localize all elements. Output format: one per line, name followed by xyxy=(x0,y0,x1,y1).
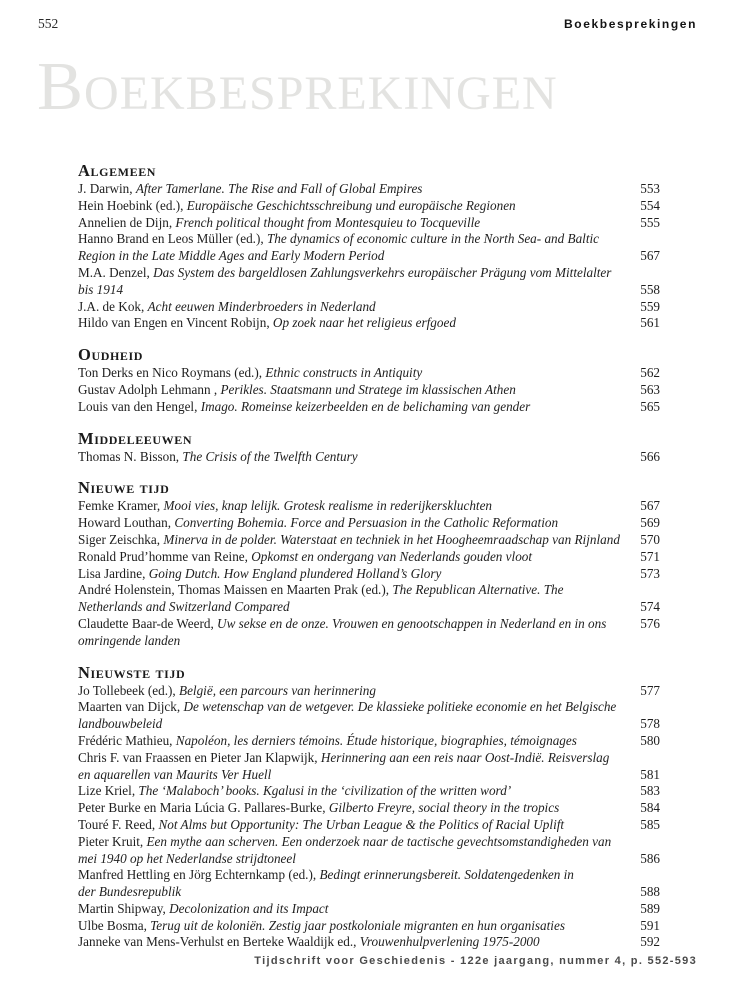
entry-page: 565 xyxy=(636,399,660,416)
entry-title: De wetenschap van de wetgever. De klassieke politieke economie en het Belgische xyxy=(183,699,617,715)
entry-title: België, een parcours van herinnering xyxy=(179,682,376,698)
entry-title: Imago. Romeinse keizerbeelden en de belichaming van gender xyxy=(200,398,531,414)
entry-title: Going Dutch. How England plundered Holland’s Glory xyxy=(148,565,442,581)
entry-page: 584 xyxy=(636,800,660,817)
entry-author: Martin Shipway, xyxy=(78,900,170,916)
toc-line xyxy=(78,498,660,515)
entry-author: Hein Hoebink (ed.), xyxy=(78,197,187,213)
entry-author: Frédéric Mathieu, xyxy=(78,732,176,748)
page-footer xyxy=(254,955,697,967)
entry-title: Mooi vies, knap lelijk. Grotesk realisme in rederijkerskluchten xyxy=(163,498,493,514)
entry-title: French political thought from Montesquieu to Tocqueville xyxy=(175,214,481,230)
entry-author: Ton Derks en Nico Roymans (ed.), xyxy=(78,365,266,381)
toc-line xyxy=(78,901,660,918)
entry-page: 577 xyxy=(636,683,660,700)
entry-title: Herinnering aan een reis naar Oost-Indië. Reisverslag xyxy=(320,749,610,765)
toc-line xyxy=(78,231,660,248)
entry-author: Annelien de Dijn, xyxy=(78,214,176,230)
toc-line xyxy=(78,566,660,583)
entry-page: 570 xyxy=(636,532,660,549)
toc-line xyxy=(78,716,660,733)
toc-section xyxy=(78,429,660,466)
toc-line xyxy=(78,365,660,382)
entry-author: Hanno Brand en Leos Müller (ed.), xyxy=(78,231,267,247)
toc-line xyxy=(78,616,660,633)
entry-title: The Crisis of the Twelfth Century xyxy=(182,448,358,464)
entry-author: J.A. de Kok, xyxy=(78,298,148,314)
entry-title: Vrouwenhulpverlening 1975-2000 xyxy=(359,934,540,950)
toc-line xyxy=(78,750,660,767)
entry-page: 591 xyxy=(636,918,660,935)
toc-line xyxy=(78,582,660,599)
section-lines xyxy=(78,498,660,649)
toc-line xyxy=(78,282,660,299)
running-title: Boekbesprekingen xyxy=(564,17,697,31)
toc-line xyxy=(78,382,660,399)
entry-title: Gilberto Freyre, social theory in the tropics xyxy=(328,800,560,816)
entry-title: Bedingt erinnerungsbereit. Soldatengedenken in xyxy=(319,867,574,883)
toc-line xyxy=(78,549,660,566)
entry-page: 588 xyxy=(636,884,660,901)
entry-title: Region in the Late Middle Ages and Early Modern Period xyxy=(78,248,385,264)
entry-author: J. Darwin, xyxy=(78,181,136,196)
entry-author: Janneke van Mens-Verhulst en Berteke Waaldijk ed., xyxy=(78,934,360,950)
toc-section xyxy=(78,161,660,332)
entry-author: Femke Kramer, xyxy=(78,498,164,514)
section-lines xyxy=(78,449,660,466)
section-heading: Algemeen xyxy=(78,161,157,180)
toc-line xyxy=(78,515,660,532)
toc-line xyxy=(78,532,660,549)
entry-title: omringende landen xyxy=(78,632,181,648)
entry-title: der Bundesrepublik xyxy=(78,884,182,900)
entry-author: Manfred Hettling en Jörg Echternkamp (ed.), xyxy=(78,867,320,883)
entry-page: 567 xyxy=(636,498,660,515)
entry-title: The Republican Alternative. The xyxy=(392,582,564,598)
entry-title: Opkomst en ondergang van Nederlands gouden vloot xyxy=(251,548,533,564)
entry-author: Lize Kriel, xyxy=(78,783,139,799)
section-lines xyxy=(78,365,660,415)
entry-title: en aquarellen van Maurits Ver Huell xyxy=(78,766,272,782)
entry-title: Terug uit de koloniën. Zestig jaar postkoloniale migranten en hun organisaties xyxy=(150,917,565,933)
toc-line xyxy=(78,181,660,198)
entry-title: Napoléon, les derniers témoins. Étude historique, biographies, témoignages xyxy=(175,732,577,748)
entry-title: Ethnic constructs in Antiquity xyxy=(265,365,423,381)
section-heading: Middeleeuwen xyxy=(78,428,193,448)
entry-page: 580 xyxy=(636,733,660,750)
toc-line xyxy=(78,299,660,316)
section-heading: Oudheid xyxy=(78,345,144,365)
toc-line xyxy=(78,851,660,868)
entry-title: Europäische Geschichtsschreibung und europäische Regionen xyxy=(186,197,516,213)
entry-page: 554 xyxy=(636,198,660,215)
page-header xyxy=(38,16,697,34)
entry-title: Op zoek naar het religieus erfgoed xyxy=(272,315,456,331)
entry-title: bis 1914 xyxy=(78,281,124,297)
entry-page: 583 xyxy=(636,783,660,800)
toc-section xyxy=(78,663,660,952)
section-lines xyxy=(78,683,660,952)
section-heading: Nieuwste tijd xyxy=(78,662,186,682)
entry-page: 576 xyxy=(636,616,660,633)
display-title: Boekbesprekingen xyxy=(37,48,558,124)
toc-line xyxy=(78,918,660,935)
entry-page: 553 xyxy=(636,181,660,198)
entry-title: Uw sekse en de onze. Vrouwen en genootschappen in Nederland en in ons xyxy=(217,615,607,631)
entry-author: Peter Burke en Maria Lúcia G. Pallares-Burke, xyxy=(78,800,329,816)
entry-author: Touré F. Reed, xyxy=(78,816,159,832)
toc-section xyxy=(78,478,660,649)
toc-line xyxy=(78,399,660,416)
toc xyxy=(78,161,660,951)
entry-page: 586 xyxy=(636,851,660,868)
toc-line xyxy=(78,265,660,282)
entry-title: Das System des bargeldlosen Zahlungsverkehrs europäischer Prägung vom Mittelalter xyxy=(153,264,612,280)
entry-author: M.A. Denzel, xyxy=(78,264,154,280)
entry-page: 569 xyxy=(636,515,660,532)
entry-page: 561 xyxy=(636,315,660,332)
entry-title: The dynamics of economic culture in the North Sea- and Baltic xyxy=(266,231,600,247)
toc-line xyxy=(78,683,660,700)
toc-line xyxy=(78,934,660,951)
entry-page: 559 xyxy=(636,299,660,316)
footer-text: Tijdschrift voor Geschiedenis - 122e jaargang, nummer 4, p. 552-593 xyxy=(254,955,697,967)
entry-author: Claudette Baar-de Weerd, xyxy=(78,615,218,631)
entry-page: 578 xyxy=(636,716,660,733)
entry-title: Perikles. Staatsmann und Stratege im klassischen Athen xyxy=(220,381,516,397)
folio-page-number: 552 xyxy=(38,16,59,31)
toc-line xyxy=(78,215,660,232)
entry-title: Not Alms but Opportunity: The Urban League & the Politics of Racial Uplift xyxy=(158,816,565,832)
toc-line xyxy=(78,767,660,784)
toc-line xyxy=(78,834,660,851)
entry-page: 566 xyxy=(636,449,660,466)
entry-page: 558 xyxy=(636,282,660,299)
entry-title: Acht eeuwen Minderbroeders in Nederland xyxy=(147,298,376,314)
toc-line xyxy=(78,449,660,466)
toc-line xyxy=(78,884,660,901)
toc-line xyxy=(78,733,660,750)
entry-page: 581 xyxy=(636,767,660,784)
entry-page: 571 xyxy=(636,549,660,566)
toc-line xyxy=(78,633,660,650)
entry-author: Gustav Adolph Lehmann , xyxy=(78,381,221,397)
entry-author: Hildo van Engen en Vincent Robijn, xyxy=(78,315,273,331)
toc-line xyxy=(78,198,660,215)
entry-title: Een mythe aan scherven. Een onderzoek naar de tactische gevechtsomstandigheden van xyxy=(146,833,612,849)
entry-page: 589 xyxy=(636,901,660,918)
entry-author: Howard Louthan, xyxy=(78,515,175,531)
toc-section xyxy=(78,345,660,415)
entry-page: 585 xyxy=(636,817,660,834)
entry-author: Ulbe Bosma, xyxy=(78,917,151,933)
toc-line xyxy=(78,599,660,616)
entry-title: landbouwbeleid xyxy=(78,716,163,732)
toc-line xyxy=(78,817,660,834)
entry-title: Netherlands and Switzerland Compared xyxy=(78,599,290,615)
entry-author: Pieter Kruit, xyxy=(78,833,147,849)
section-lines xyxy=(78,181,660,332)
entry-author: Thomas N. Bisson, xyxy=(78,448,183,464)
toc-line xyxy=(78,783,660,800)
entry-author: Jo Tollebeek (ed.), xyxy=(78,682,180,698)
section-heading: Nieuwe tijd xyxy=(78,478,170,498)
entry-author: Chris F. van Fraassen en Pieter Jan Klapwijk, xyxy=(78,749,321,765)
toc-line xyxy=(78,699,660,716)
entry-page: 555 xyxy=(636,215,660,232)
entry-page: 563 xyxy=(636,382,660,399)
entry-author: Maarten van Dijck, xyxy=(78,699,184,715)
toc-line xyxy=(78,800,660,817)
entry-title: Converting Bohemia. Force and Persuasion in the Catholic Reformation xyxy=(174,515,559,531)
entry-page: 574 xyxy=(636,599,660,616)
entry-title: Minerva in de polder. Waterstaat en techniek in het Hoogheemraadschap van Rijnland xyxy=(163,531,620,547)
entry-page: 592 xyxy=(636,934,660,951)
toc-line xyxy=(78,248,660,265)
entry-page: 573 xyxy=(636,566,660,583)
entry-author: Lisa Jardine, xyxy=(78,565,149,581)
toc-line xyxy=(78,315,660,332)
entry-title: The ‘Malaboch’ books. Kgalusi in the ‘civilization of the written word’ xyxy=(138,783,512,799)
entry-author: André Holenstein, Thomas Maissen en Maarten Prak (ed.), xyxy=(78,582,393,598)
entry-page: 562 xyxy=(636,365,660,382)
entry-author: Louis van den Hengel, xyxy=(78,398,201,414)
entry-page: 567 xyxy=(636,248,660,265)
toc-line xyxy=(78,867,660,884)
entry-title: After Tamerlane. The Rise and Fall of Global Empires xyxy=(135,181,423,196)
entry-author: Ronald Prud’homme van Reine, xyxy=(78,548,252,564)
entry-title: Decolonization and its Impact xyxy=(169,900,329,916)
entry-title: mei 1940 op het Nederlandse strijdtoneel xyxy=(78,850,296,866)
entry-author: Siger Zeischka, xyxy=(78,531,164,547)
